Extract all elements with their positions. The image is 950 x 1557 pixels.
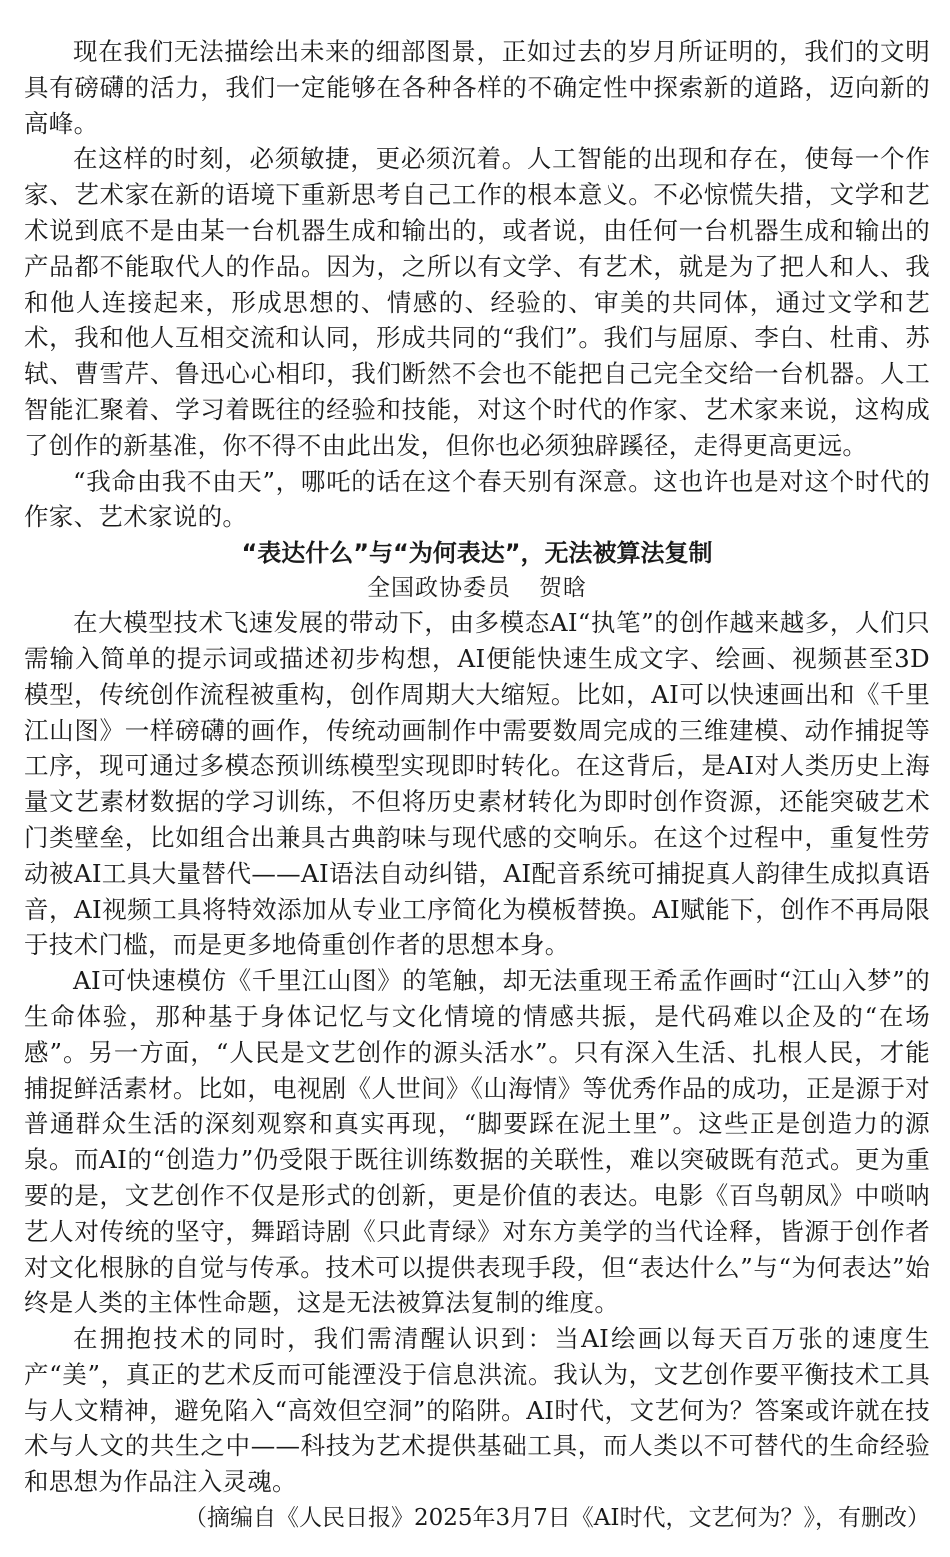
- article-one-paragraph-1: 现在我们无法描绘出未来的细部图景，正如过去的岁月所证明的，我们的文明具有磅礴的活力，我们一定能够在各种各样的不确定性中探索新的道路，迈向新的高峰。: [24, 37, 930, 138]
- article-two-title: “表达什么”与“为何表达”，无法被算法复制: [241, 539, 713, 568]
- article-one-paragraph-3: “我命由我不由天”，哪吒的话在这个春天别有深意。这也许也是对这个时代的作家、艺术家说的。: [24, 466, 930, 532]
- article-two-paragraph-3: 在拥抱技术的同时，我们需清醒认识到：当AI绘画以每天百万张的速度生产“美”，真正的艺术反而可能湮没于信息洪流。我认为，文艺创作要平衡技术工具与人文精神，避免陷入“高效但空洞”的陷阱。AI时代，文艺何为？答案或许就在技术与人文的共生之中——科技为艺术提供基础工具，而人类以不可替代的生命经验和思想为作品注入灵魂。: [24, 1324, 930, 1497]
- author-role: 全国政协委员: [367, 575, 511, 602]
- article-one-paragraph-2: 在这样的时刻，必须敏捷，更必须沉着。人工智能的出现和存在，使每一个作家、艺术家在新的语境下重新思考自己工作的根本意义。不必惊慌失措，文学和艺术说到底不是由某一台机器生成和输出的，或者说，由任何一台机器生成和输出的产品都不能取代人的作品。因为，之所以有文学、有艺术，就是为了把人和人、我和他人连接起来，形成思想的、情感的、经验的、审美的共同体，通过文学和艺术，我和他人互相交流和认同，形成共同的“我们”。我们与屈原、李白、杜甫、苏轼、曹雪芹、鲁迅心心相印，我们断然不会也不能把自己完全交给一台机器。人工智能汇聚着、学习着既往的经验和技能，对这个时代的作家、艺术家来说，这构成了创作的新基准，你不得不由此出发，但你也必须独辟蹊径，走得更高更远。: [24, 144, 930, 460]
- article-two-paragraph-1: 在大模型技术飞速发展的带动下，由多模态AI“执笔”的创作越来越多，人们只需输入简单的提示词或描述初步构想，AI便能快速生成文字、绘画、视频甚至3D模型，传统创作流程被重构，创作周期大大缩短。比如，AI可以快速画出和《千里江山图》一样磅礴的画作，传统动画制作中需要数周完成的三维建模、动作捕捉等工序，现可通过多模态预训练模型实现即时转化。在这背后，是AI对人类历史上海量文艺素材数据的学习训练，不但将历史素材转化为即时创作资源，还能突破艺术门类壁垒，比如组合出兼具古典韵味与现代感的交响乐。在这个过程中，重复性劳动被AI工具大量替代——AI语法自动纠错，AI配音系统可捕捉真人韵律生成拟真语音，AI视频工具将特效添加从专业工序简化为模板替换。AI赋能下，创作不再局限于技术门槛，而是更多地倚重创作者的思想本身。: [24, 608, 930, 960]
- article-two-byline: [24, 571, 930, 605]
- author-name: 贺晗: [539, 575, 587, 602]
- article-two-paragraph-2: AI可快速模仿《千里江山图》的笔触，却无法重现王希孟作画时“江山入梦”的生命体验，那种基于身体记忆与文化情境的情感共振，是代码难以企及的“在场感”。另一方面，“人民是文艺创作的源头活水”。只有深入生活、扎根人民，才能捕捉鲜活素材。比如，电视剧《人世间》《山海情》等优秀作品的成功，正是源于对普通群众生活的深刻观察和真实再现，“脚要踩在泥土里”。这些正是创造力的源泉。而AI的“创造力”仍受限于既往训练数据的关联性，难以突破既有范式。更为重要的是，文艺创作不仅是形式的创新，更是价值的表达。电影《百鸟朝凤》中唢呐艺人对传统的坚守，舞蹈诗剧《只此青绿》对东方美学的当代诠释，皆源于创作者对文化根脉的自觉与传承。技术可以提供表现手段，但“表达什么”与“为何表达”始终是人类的主体性命题，这是无法被算法复制的维度。: [24, 966, 930, 1318]
- document-page: [24, 34, 930, 1536]
- source-citation: （摘编自《人民日报》2025年3月7日《AI时代，文艺何为？》，有删改）: [184, 1505, 930, 1532]
